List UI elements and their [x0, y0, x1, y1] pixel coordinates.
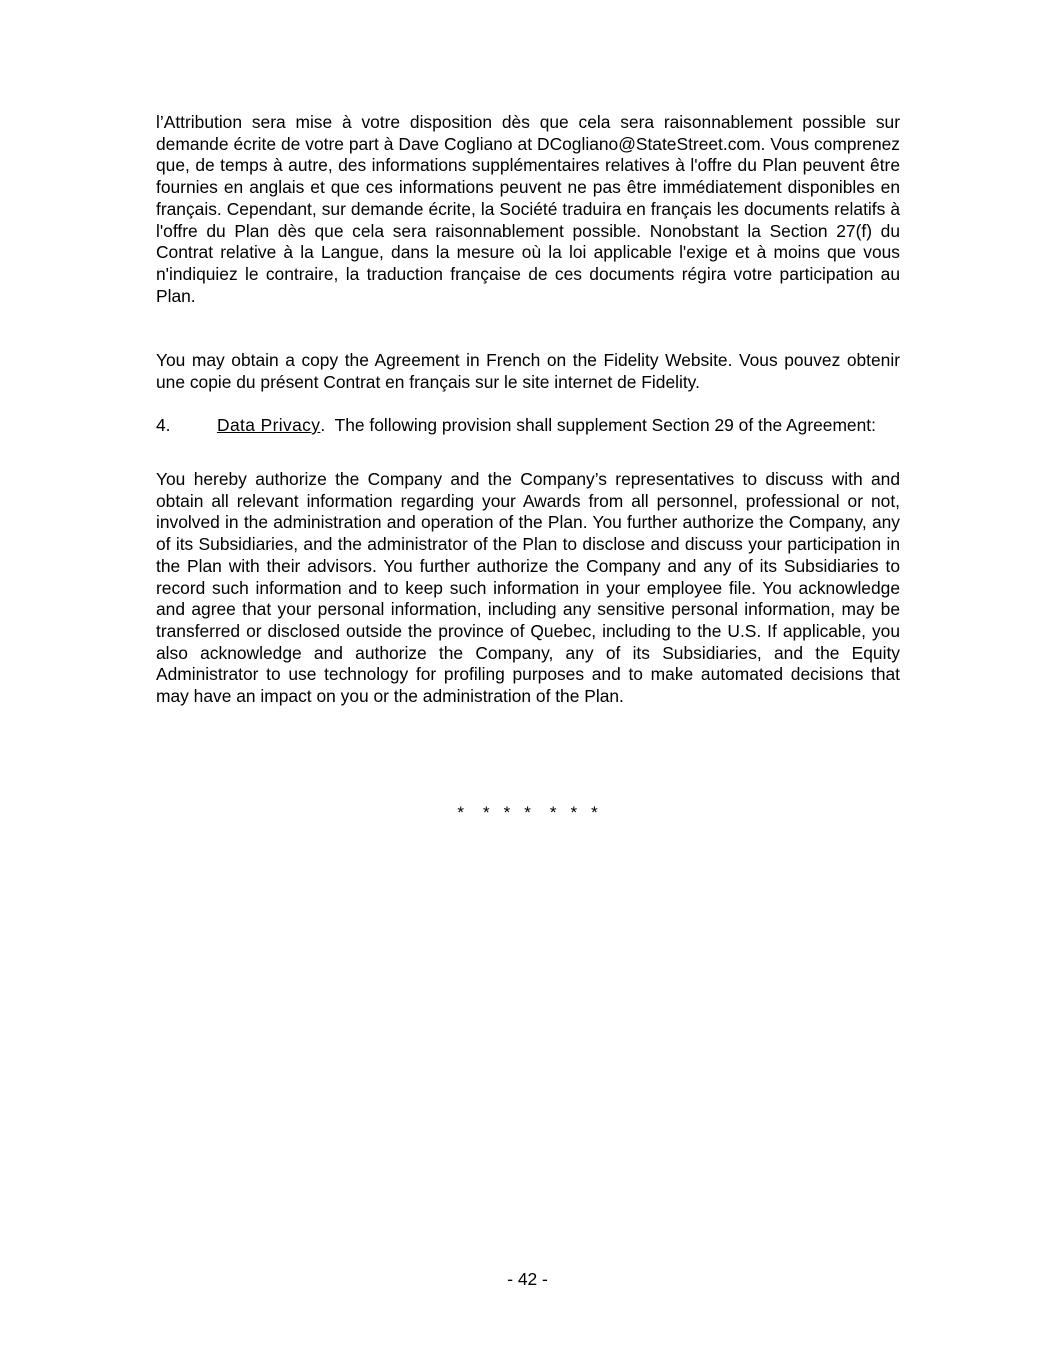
section-number: 4.	[156, 415, 171, 435]
separator-star: *	[503, 803, 511, 822]
section-intro-text: The following provision shall supplement Section 29 of the Agreement:	[325, 415, 876, 435]
page-number: - 42 -	[507, 1269, 548, 1289]
section-separator	[0, 803, 1055, 823]
section-4-paragraph	[156, 415, 900, 437]
section-heading-period: .	[320, 415, 326, 435]
french-language-paragraph: l’Attribution sera mise à votre disposition dès que cela sera raisonnablement possible sur demande écrite de votre part à Dave Cogliano at DCogliano@StateStreet.com. Vous comprenez que, de temps à autre, des informations supplémentaires relatives à l'offre du Plan peuvent être fournies en anglais et que ces informations peuvent ne pas être immédiatement disponibles en français. Cependant, sur demande écrite, la Société traduira en français les documents relatifs à l'offre du Plan dès que cela sera raisonnablement possible. Nonobstant la Section 27(f) du Contrat relative à la Langue, dans la mesure où la loi applicable l'exige et à moins que vous n'indiquiez le contraire, la traduction française de ces documents régira votre participation au Plan.	[156, 112, 900, 306]
french-copy-paragraph: You may obtain a copy the Agreement in French on the Fidelity Website. Vous pouvez obtenir une copie du présent Contrat en français sur le site internet de Fidelity.	[156, 350, 900, 392]
authorization-paragraph: You hereby authorize the Company and the Company’s representatives to discuss with and obtain all relevant information regarding your Awards from all personnel, professional or not, involved in the administration and operation of the Plan. You further authorize the Company, any of its Subsidiaries, and the administrator of the Plan to disclose and discuss your participation in the Plan with their advisors. You further authorize the Company and any of its Subsidiaries to record such information and to keep such information in your employee file. You acknowledge and agree that your personal information, including any sensitive personal information, may be transferred or disclosed outside the province of Quebec, including to the U.S. If applicable, you also acknowledge and authorize the Company, any of its Subsidiaries, and the Equity Administrator to use technology for profiling purposes and to make automated decisions that may have an impact on you or the administration of the Plan.	[156, 469, 900, 707]
section-heading: Data Privacy	[217, 415, 321, 435]
separator-star: *	[457, 803, 464, 822]
separator-star: *	[591, 803, 598, 822]
separator-star: *	[482, 803, 490, 822]
separator-star: *	[524, 803, 531, 822]
separator-star: *	[570, 803, 578, 822]
separator-star: *	[549, 803, 557, 822]
